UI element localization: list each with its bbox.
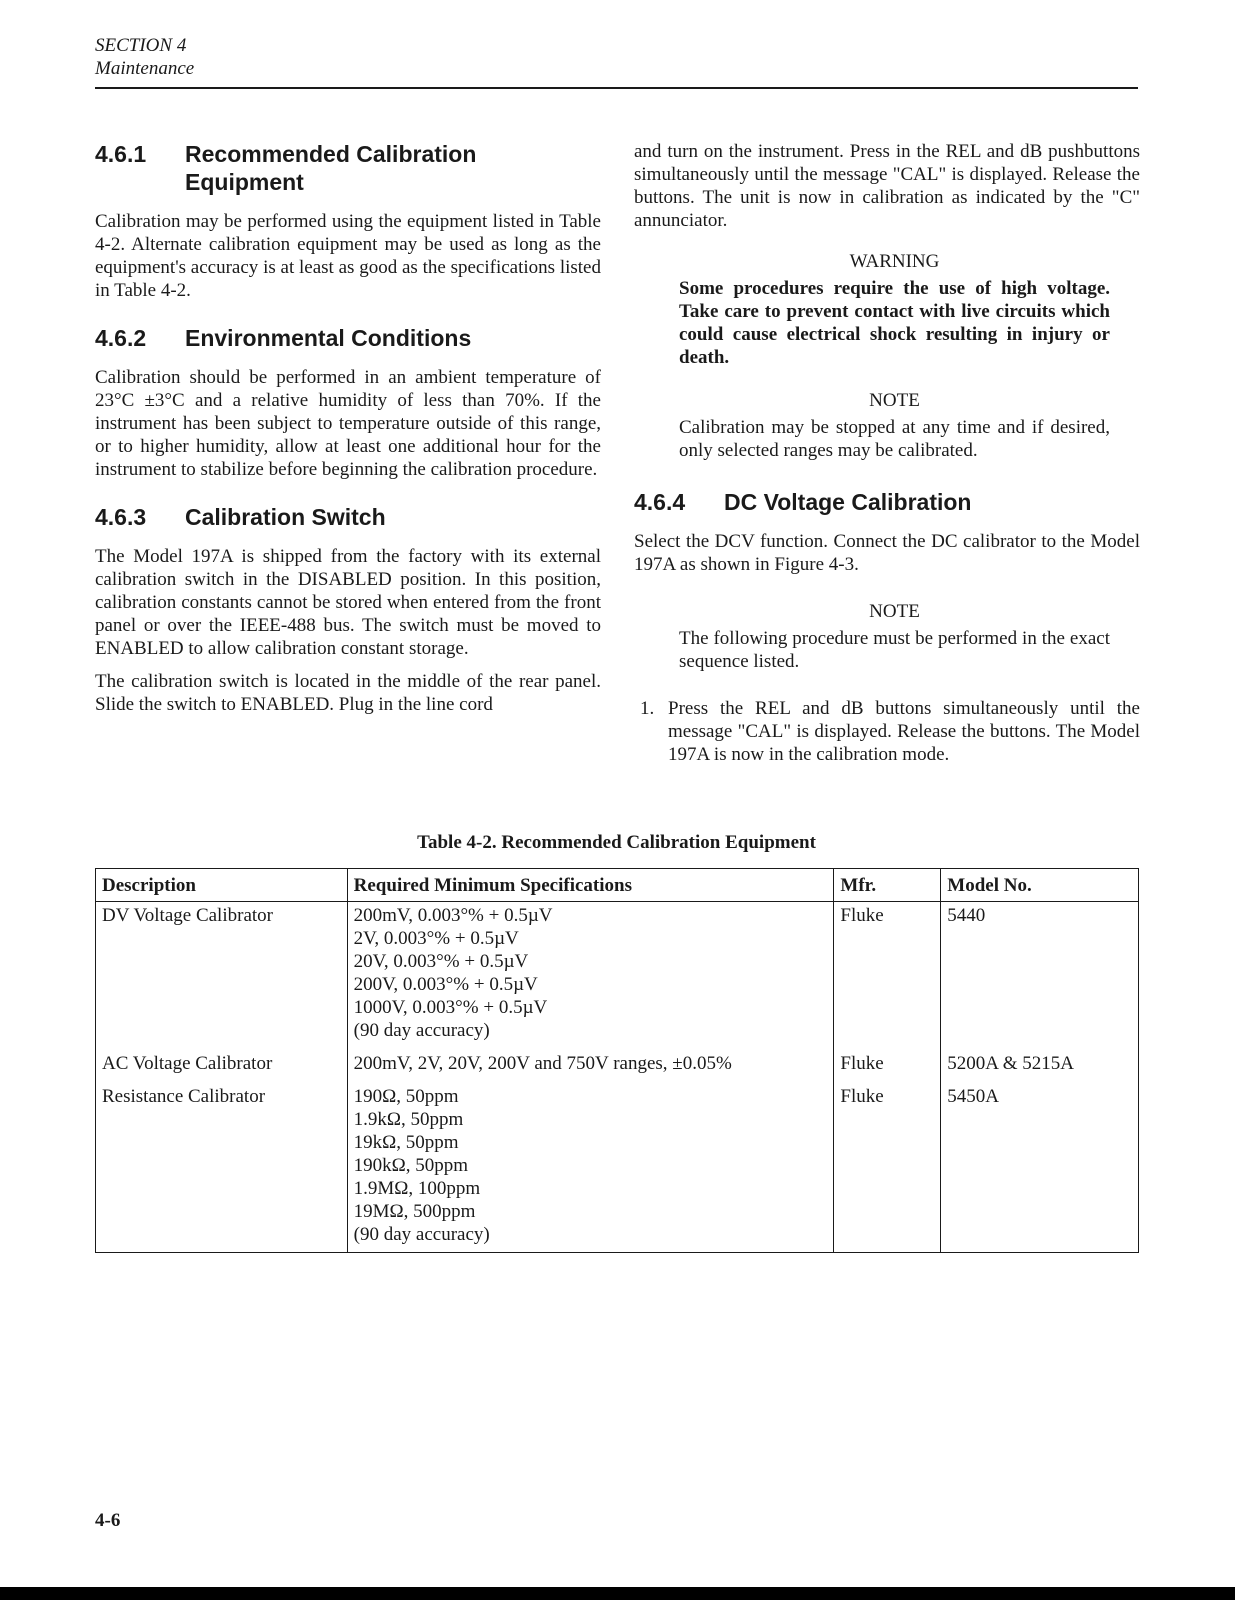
section-heading <box>95 140 601 196</box>
section-title: Recommended Calibration Equipment <box>185 141 477 195</box>
section-heading <box>95 324 601 352</box>
spec-line: 200V, 0.003°% + 0.5µV <box>353 974 538 995</box>
left-column <box>95 140 601 738</box>
section-number: 4.6.1 <box>95 141 147 167</box>
continued-paragraph: and turn on the instrument. Press in the REL and dB pushbuttons simultaneously until the message "CAL" is displayed. Release the buttons. The unit is now in calibration as indicated by the "C" annunciator. <box>634 141 1140 231</box>
cell-description: Resistance Calibrator <box>96 1077 348 1253</box>
note-callout <box>679 389 1110 462</box>
warning-title: WARNING <box>849 251 940 272</box>
scan-edge-bar <box>0 1587 1235 1600</box>
section-number: 4.6.2 <box>95 325 147 351</box>
equipment-table <box>95 868 1139 1253</box>
header-model: Model No. <box>941 869 1139 902</box>
section-title: Calibration Switch <box>185 504 386 530</box>
warning-text: Some procedures require the use of high voltage. Take care to prevent contact with live circuits which could cause electrical shock resulting in injury or death. <box>679 278 1110 368</box>
spec-line: 190Ω, 50ppm <box>353 1086 459 1107</box>
cell-specifications <box>347 902 834 1045</box>
note-title: NOTE <box>869 390 920 411</box>
section-heading <box>95 503 601 531</box>
spec-line: (90 day accuracy) <box>353 1224 490 1245</box>
body-paragraph: Select the DCV function. Connect the DC calibrator to the Model 197A as shown in Figure 4-3. <box>634 531 1140 575</box>
note-callout <box>679 600 1110 673</box>
note-title: NOTE <box>869 601 920 622</box>
right-column <box>634 140 1140 788</box>
header-specifications: Required Minimum Specifications <box>347 869 834 902</box>
spec-line: 19kΩ, 50ppm <box>353 1132 459 1153</box>
step-number: 1. <box>640 698 655 719</box>
cell-specifications <box>347 1077 834 1253</box>
cell-mfr: Fluke <box>834 1077 941 1253</box>
cell-model: 5440 <box>941 902 1139 1045</box>
section-title: Environmental Conditions <box>185 325 472 351</box>
step-text: Press the REL and dB buttons simultaneously until the message "CAL" is displayed. Release the buttons. The Model 197A is now in the calibration mode. <box>668 698 1140 765</box>
cell-model: 5450A <box>941 1077 1139 1253</box>
header-rule <box>95 87 1138 89</box>
spec-line: 2V, 0.003°% + 0.5µV <box>353 928 519 949</box>
running-header <box>95 34 194 80</box>
body-paragraph: The Model 197A is shipped from the factory with its external calibration switch in the DISABLED position. In this position, calibration constants cannot be stored when entered from the front panel or over the IEEE-488 bus. The switch must be moved to ENABLED to allow calibration constant storage. <box>95 546 601 659</box>
page-number: 4-6 <box>95 1510 121 1531</box>
cell-mfr: Fluke <box>834 1044 941 1077</box>
section-title: DC Voltage Calibration <box>724 489 972 515</box>
note-text: Calibration may be stopped at any time and if desired, only selected ranges may be calibrated. <box>679 417 1110 461</box>
section-subtitle: Maintenance <box>95 58 195 79</box>
table-row <box>96 1044 1139 1077</box>
section-number: 4.6.4 <box>634 489 686 515</box>
spec-line: 200mV, 0.003°% + 0.5µV <box>353 905 553 926</box>
section-4-6-2 <box>95 324 601 481</box>
section-4-6-4 <box>634 488 1140 766</box>
table-caption: Table 4-2. Recommended Calibration Equipment <box>417 832 816 853</box>
body-paragraph: Calibration may be performed using the equipment listed in Table 4-2. Alternate calibration equipment may be used as long as the equipment's accuracy is at least as good as the specifications listed in Table 4-2. <box>95 211 601 301</box>
note-text: The following procedure must be performed in the exact sequence listed. <box>679 628 1110 672</box>
table-row <box>96 902 1139 1045</box>
section-4-6-1 <box>95 140 601 302</box>
spec-line: 1000V, 0.003°% + 0.5µV <box>353 997 548 1018</box>
table-header-row <box>96 869 1139 902</box>
cell-description: AC Voltage Calibrator <box>96 1044 348 1077</box>
table-row <box>96 1077 1139 1253</box>
header-mfr: Mfr. <box>834 869 941 902</box>
cell-specifications <box>347 1044 834 1077</box>
spec-line: 1.9kΩ, 50ppm <box>353 1109 464 1130</box>
body-paragraph: Calibration should be performed in an ambient temperature of 23°C ±3°C and a relative humidity of less than 70%. If the instrument has been subject to temperature outside of this range, or to higher humidity, allow at least one additional hour for the instrument to stabilize before beginning the calibration procedure. <box>95 367 601 480</box>
spec-line: 190kΩ, 50ppm <box>353 1155 469 1176</box>
spec-line: 19MΩ, 500ppm <box>353 1201 476 1222</box>
spec-line: (90 day accuracy) <box>353 1020 490 1041</box>
warning-callout <box>679 250 1110 369</box>
spec-line: 200mV, 2V, 20V, 200V and 750V ranges, ±0.05% <box>353 1053 732 1074</box>
spec-line: 1.9MΩ, 100ppm <box>353 1178 481 1199</box>
section-number: 4.6.3 <box>95 504 147 530</box>
procedure-steps <box>634 697 1140 766</box>
procedure-step <box>634 697 1140 766</box>
section-label: SECTION 4 <box>95 35 187 56</box>
header-description: Description <box>96 869 348 902</box>
cell-mfr: Fluke <box>834 902 941 1045</box>
section-heading <box>634 488 1140 516</box>
cell-description: DV Voltage Calibrator <box>96 902 348 1045</box>
spec-line: 20V, 0.003°% + 0.5µV <box>353 951 529 972</box>
cell-model: 5200A & 5215A <box>941 1044 1139 1077</box>
section-4-6-3 <box>95 503 601 716</box>
body-paragraph: The calibration switch is located in the middle of the rear panel. Slide the switch to ENABLED. Plug in the line cord <box>95 671 601 715</box>
